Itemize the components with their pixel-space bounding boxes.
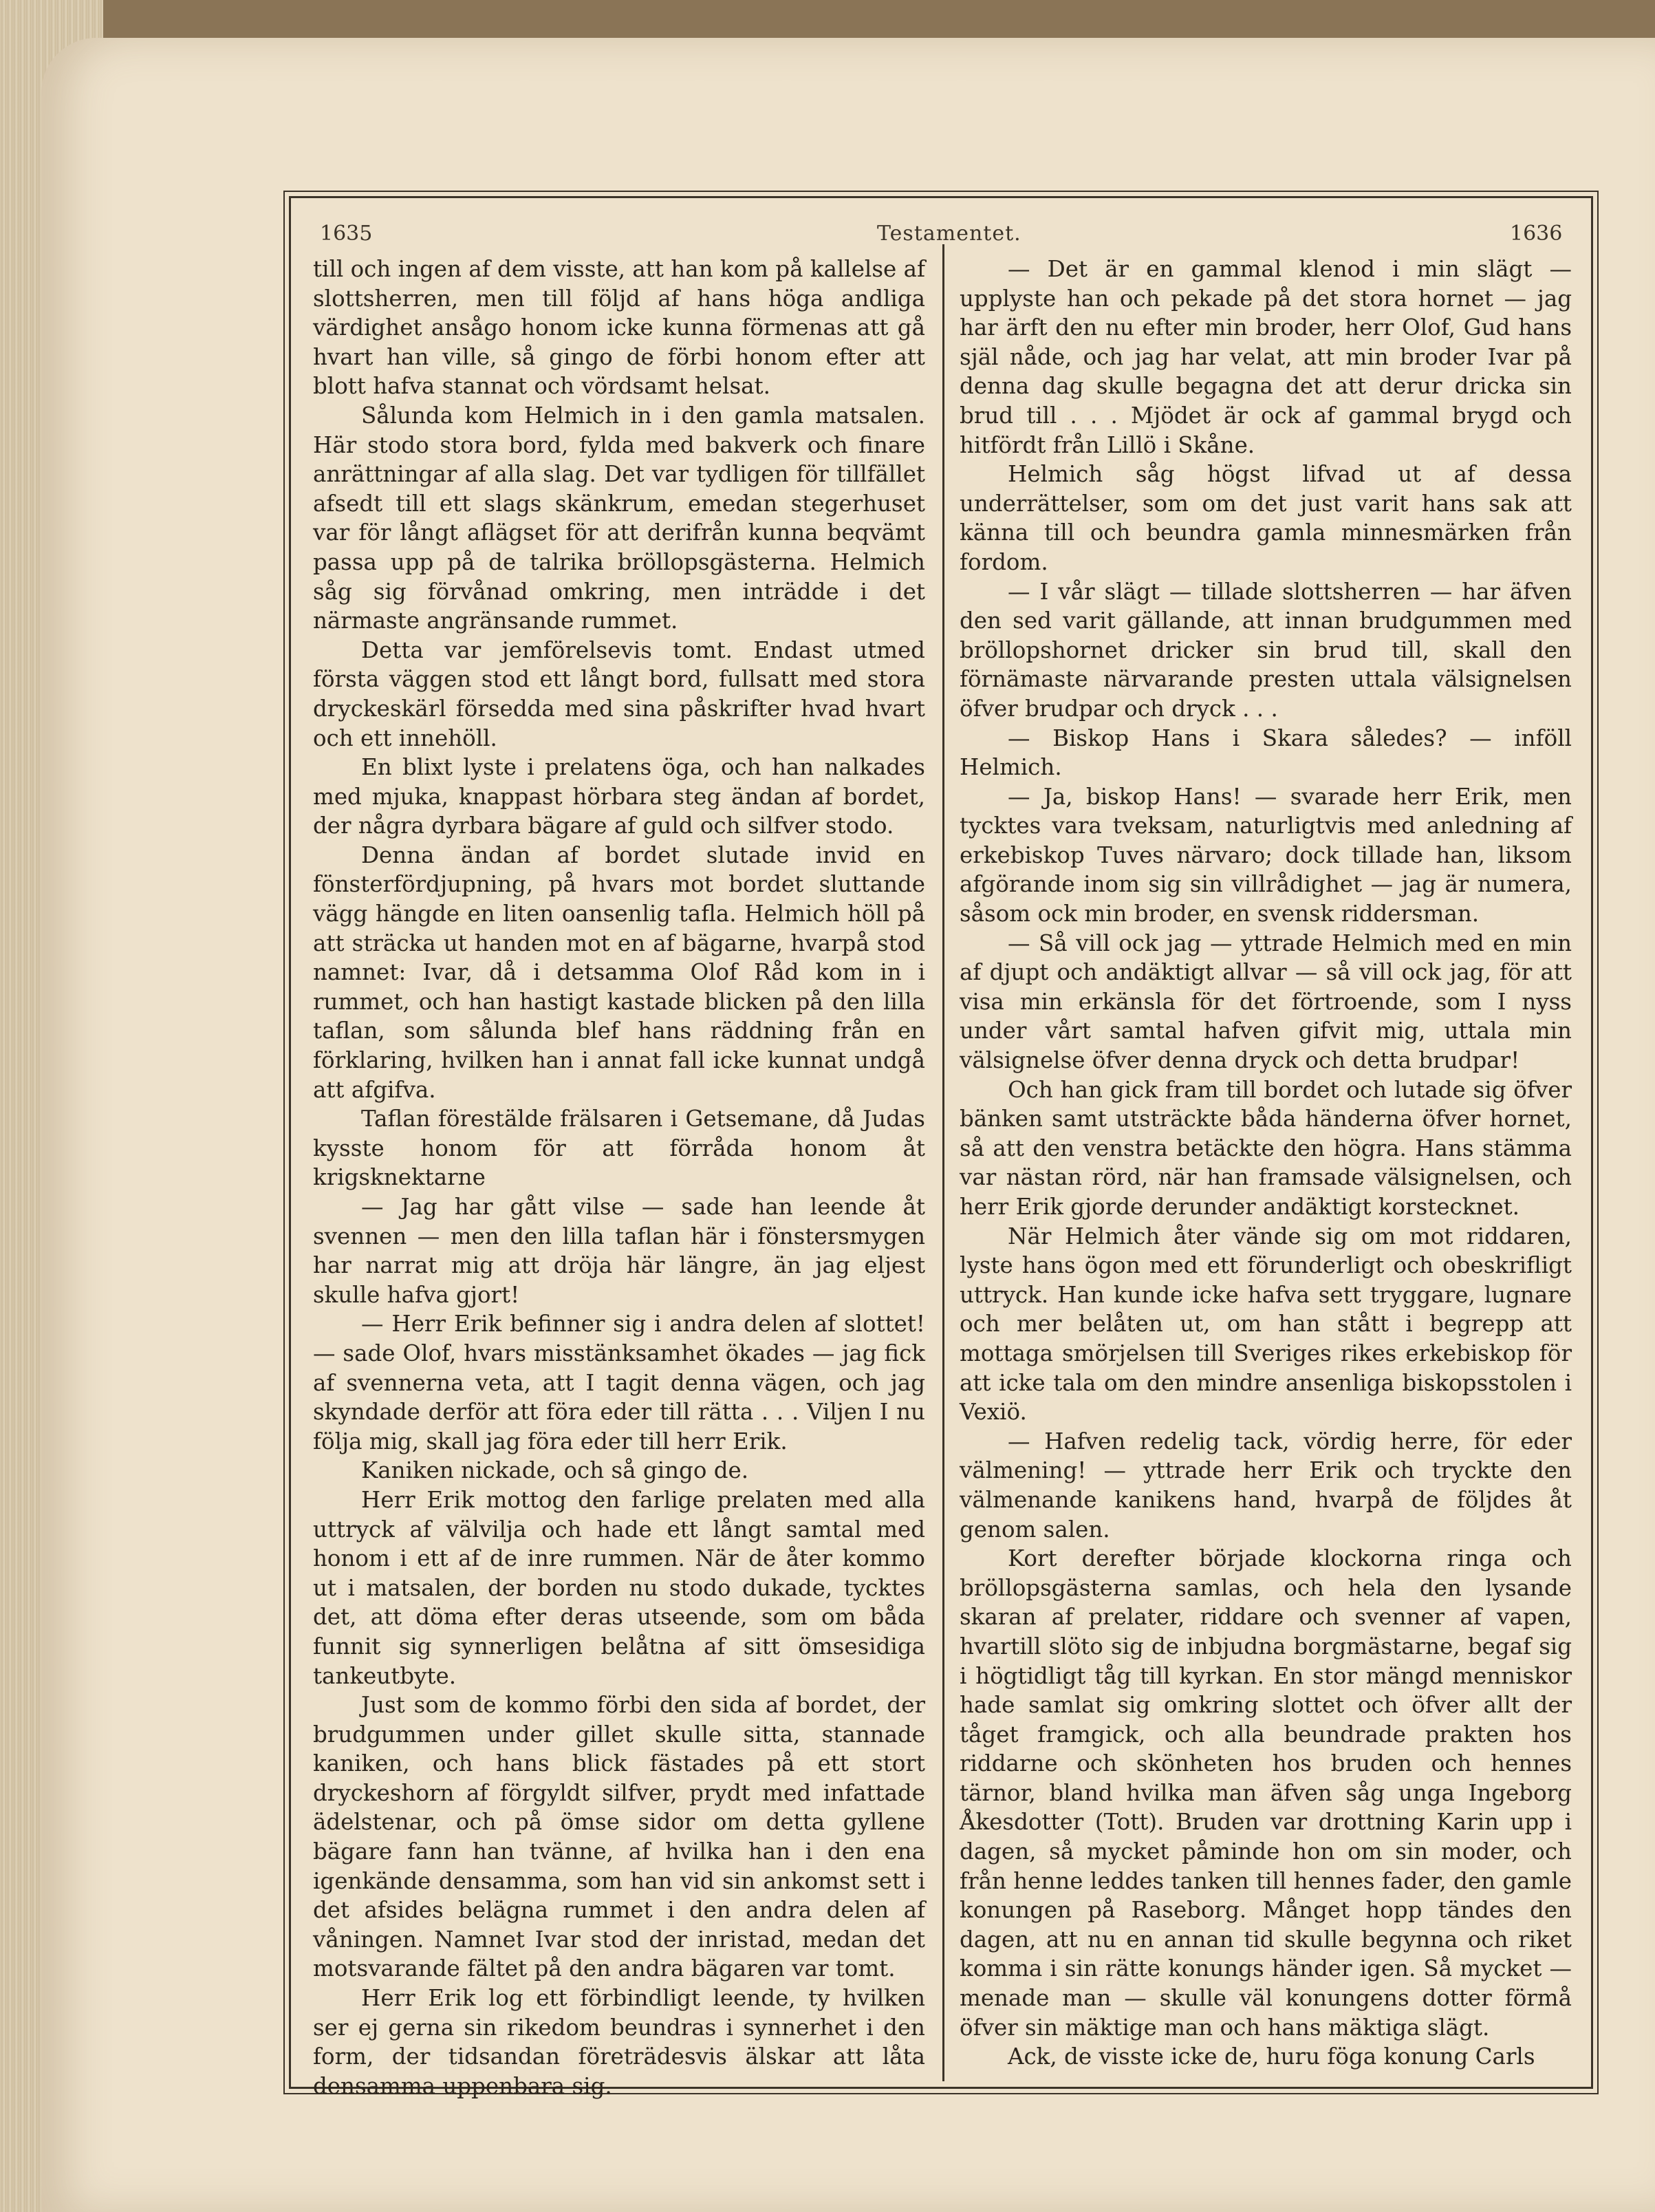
paragraph: En blixt lyste i prelatens öga, och han nalkades med mjuka, knappast hörbara steg ändan af bordet, der några dyrbara bägare af guld och silfver stodo. bbox=[313, 754, 925, 839]
paragraph: Herr Erik mottog den farlige prelaten med alla uttryck af välvilja och hade ett långt samtal med honom i ett af de inre rummen. När de åter kommo ut i matsalen, der borden nu stodo dukade, tycktes det, att döma efter deras utseende, som om båda funnit sig synnerligen belåtna af sitt ömsesidiga tankeutbyte. bbox=[313, 1486, 925, 1689]
paragraph: Och han gick fram till bordet och lutade sig öfver bänken samt utsträckte båda händerna öfver hornet, så att den venstra betäckte den högra. Hans stämma var nästan rörd, när han framsade välsignelsen, och herr Erik gjorde derunder andäktigt korstecknet. bbox=[960, 1076, 1572, 1220]
paragraph: När Helmich åter vände sig om mot riddaren, lyste hans ögon med ett förunderligt och obeskrifligt uttryck. Han kunde icke hafva sett tryggare, lugnare och mer belåten ut, om han stått i begrepp att mottaga smörjelsen till Sveriges rikes erkebiskop för att icke tala om den mindre ansenliga biskopsstolen i Vexiö. bbox=[960, 1223, 1572, 1426]
paragraph: Ack, de visste icke de, huru föga konung Carls bbox=[1008, 2043, 1535, 2070]
paragraph: Herr Erik log ett förbindligt leende, ty hvilken ser ej gerna sin rikedom beundras i synnerhet i den form, der tidsandan företrädesvis älskar att låta densamma uppenbara sig. bbox=[313, 1985, 925, 2099]
paragraph: — I vår slägt — tillade slottsherren — har äfven den sed varit gällande, att innan brudgummen med bröllopshornet dricker sin brud till, skall den förnämaste närvarande presten uttala välsignelsen öfver brudpar och dryck . . . bbox=[960, 578, 1572, 722]
right-column bbox=[960, 255, 1572, 2071]
paragraph: Just som de kommo förbi den sida af bordet, der brudgummen under gillet skulle sitta, stannade kaniken, och hans blick fästades på ett stort dryckeshorn af förgyldt silfver, prydt med infattade ädelstenar, och på ömse sidor om detta gyllene bägare fann han tvänne, af hvilka han i den ena igenkände densamma, som han vid sin ankomst sett i det afsides belägna rummet i den andra delen af våningen. Namnet Ivar stod der inristad, medan det motsvarande fältet på den andra bägaren var tomt. bbox=[313, 1692, 925, 1982]
running-title: Testamentet. bbox=[877, 222, 1021, 246]
paragraph: Kaniken nickade, och så gingo de. bbox=[361, 1457, 749, 1484]
page-number-right: 1636 bbox=[1510, 222, 1563, 246]
paragraph: till och ingen af dem visste, att han kom på kallelse af slottsherren, men till följd af hans höga andliga värdighet ansågo honom icke kunna förmenas att gå hvart han ville, så gingo de förbi honom efter att blott hafva stannat och vördsamt helsat. bbox=[313, 256, 925, 400]
page-number-left: 1635 bbox=[320, 222, 373, 246]
paragraph: — Jag har gått vilse — sade han leende åt svennen — men den lilla taflan här i fönstersmygen har narrat mig att dröja här längre, än jag eljest skulle hafva gjort! bbox=[313, 1194, 925, 1308]
paragraph: — Hafven redelig tack, vördig herre, för eder välmening! — yttrade herr Erik och tryckte den välmenande kanikens hand, hvarpå de följdes åt genom salen. bbox=[960, 1428, 1572, 1543]
paragraph: Denna ändan af bordet slutade invid en fönsterfördjupning, på hvars mot bordet sluttande vägg hängde en liten oansenlig tafla. Helmich höll på att sträcka ut handen mot en af bägarne, hvarpå stod namnet: Ivar, då i detsamma Olof Råd kom in i rummet, och han hastigt kastade blicken på den lilla taflan, som sålunda blef hans räddning från en förklaring, hvilken han i annat fall icke kunnat undgå att afgifva. bbox=[313, 841, 925, 1103]
left-column bbox=[313, 255, 925, 2099]
paragraph: — Herr Erik befinner sig i andra delen af slottet! — sade Olof, hvars misstänksamhet ökades — jag fick af svennerna veta, att I tagit denna vägen, och jag skyndade derför att föra eder till rätta . . . Viljen I nu följa mig, skall jag föra eder till herr Erik. bbox=[313, 1311, 925, 1454]
paragraph: Detta var jemförelsevis tomt. Endast utmed första väggen stod ett långt bord, fullsatt med stora dryckeskärl försedda med sina påskrifter hvad hvart och ett innehöll. bbox=[313, 636, 925, 751]
paragraph: Helmich såg högst lifvad ut af dessa underrättelser, som om det just varit hans sak att känna till och beundra gamla minnesmärken från fordom. bbox=[960, 461, 1572, 575]
paragraph: — Så vill ock jag — yttrade Helmich med en min af djupt och andäktigt allvar — så vill ock jag, för att visa min erkänsla för det förtroende, som I nyss under vårt samtal hafven gifvit mig, uttala min välsignelse öfver denna dryck och detta brudpar! bbox=[960, 930, 1572, 1074]
paragraph: Kort derefter började klockorna ringa och bröllopsgästerna samlas, och hela den lysande skaran af prelater, riddare och svenner af vapen, hvartill slöto sig de inbjudna borgmästarne, begaf sig i högtidligt tåg till kyrkan. En stor mängd menniskor hade samlat sig omkring slottet och öfver allt der tåget framgick, och alla beundrade prakten hos riddarne och skönheten hos bruden och hennes tärnor, bland hvilka man äfven såg unga Ingeborg Åkesdotter (Tott). Bruden var drottning Karin upp i dagen, så mycket påminde hon om sin moder, och från henne leddes tanken till hennes fader, den gamle konungen på Raseborg. Månget hopp tändes den dagen, att nu en annan tid skulle begynna och riket komma i sin rätte konungs händer igen. Så mycket — menade man — skulle väl konungens dotter förmå öfver sin mäktige man och hans mäktiga slägt. bbox=[960, 1545, 1572, 2041]
paragraph: Taflan förestälde frälsaren i Getsemane, då Judas kysste honom för att förråda honom åt krigsknektarne bbox=[313, 1106, 925, 1191]
column-divider bbox=[942, 244, 944, 2081]
paragraph: — Biskop Hans i Skara således? — inföll Helmich. bbox=[960, 724, 1572, 781]
paragraph: — Det är en gammal klenod i min slägt — upplyste han och pekade på det stora hornet — jag har ärft den nu efter min broder, herr Olof, Gud hans själ nåde, och jag har velat, att min broder Ivar på denna dag skulle begagna det att derur dricka sin brud till . . . Mjödet är ock af gammal brygd och hitfördt från Lillö i Skåne. bbox=[960, 256, 1572, 458]
paragraph: Sålunda kom Helmich in i den gamla matsalen. Här stodo stora bord, fylda med bakverk och finare anrättningar af alla slag. Det var tydligen för tillfället afsedt till ett slags skänkrum, emedan stegerhuset var för långt aflägset för att derifrån kunna beqvämt passa upp på de talrika bröllopsgästerna. Helmich såg sig förvånad omkring, men inträdde i det närmaste angränsande rummet. bbox=[313, 402, 925, 634]
paragraph: — Ja, biskop Hans! — svarade herr Erik, men tycktes vara tveksam, naturligtvis med anledning af erkebiskop Tuves närvaro; dock tillade han, liksom afgörande inom sig sin villrådighet — jag är numera, såsom ock min broder, en svensk riddersman. bbox=[960, 783, 1572, 927]
